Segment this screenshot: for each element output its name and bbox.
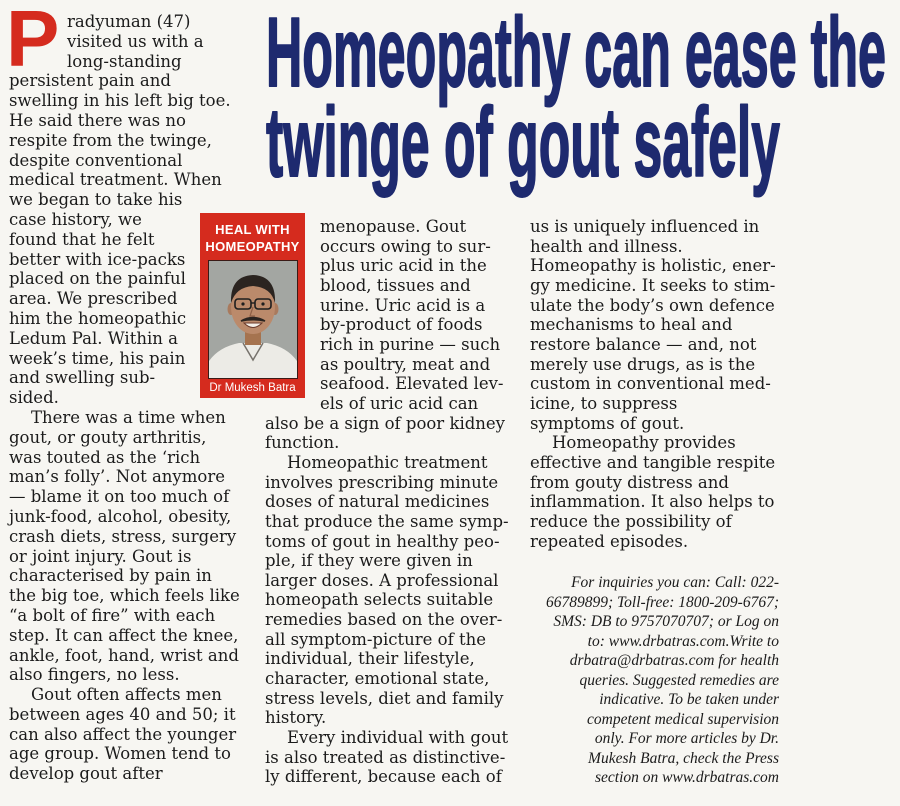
text-line: Gout often affects men [31,685,222,705]
text-line: character, emotional state, [265,669,490,689]
contact-note-line: For inquiries you can: Call: 022- [571,574,779,591]
text-line: custom in conventional med- [530,374,771,394]
text-line: rich in purine — such [320,334,501,354]
text-line: age group. Women tend to [9,744,231,764]
text-line: despite conventional [9,150,183,170]
text-line: radyuman (47) [67,12,191,31]
text-line: larger doses. A professional [265,570,499,590]
text-line: can also affect the younger [9,724,237,744]
text-line: man’s folly’. Not anymore [9,467,225,487]
text-line: history. [265,708,327,728]
text-line: characterised by pain in [9,566,212,586]
text-line: Every individual with gout [287,728,509,748]
text-line: reduce the possibility of [530,511,732,531]
text-line: mechanisms to heal and [530,315,733,335]
text-line: ple, if they were given in [265,551,473,571]
text-line: or joint injury. Gout is [9,546,192,566]
text-line: symptoms of gout. [530,413,685,433]
text-line: sided. [9,388,59,408]
text-line: blood, tissues and [320,275,471,295]
author-photo [209,261,297,378]
text-line: health and illness. [530,236,683,256]
text-line: remedies based on the over- [265,610,503,630]
text-line: case history, we [9,209,142,229]
text-line: and swelling sub- [9,368,156,388]
text-line: stress levels, diet and family [265,688,504,708]
contact-note-line: Mukesh Batra, check the Press [588,749,779,767]
contact-note-line: to: www.drbatras.com.Write to [587,632,779,650]
text-line: develop gout after [9,764,163,784]
text-line: toms of gout in healthy peo- [265,531,500,551]
contact-note-line: drbatra@drbatras.com for health [569,652,779,669]
text-line: junk-food, alcohol, obesity, [9,506,232,526]
text-line: function. [265,433,340,453]
text-line: — blame it on too much of [9,487,230,507]
column-title-line-2: HOMEOPATHY [205,239,300,254]
text-line: Homeopathic treatment [287,452,488,472]
text-line: between ages 40 and 50; it [9,704,236,724]
text-line: all symptom-picture of the [265,629,486,649]
text-line: He said there was no [9,110,186,130]
text-line: also be a sign of poor kidney [265,413,505,433]
text-line: involves prescribing minute [265,472,499,492]
text-line: menopause. Gout [320,217,467,236]
text-line: icine, to suppress [530,393,678,413]
contact-note [520,573,779,788]
text-line: found that he felt [9,229,155,249]
photo-eye-right [261,302,264,305]
text-line: long-standing [67,51,182,71]
text-line: Homeopathy is holistic, ener- [530,256,776,276]
text-line: respite from the twinge, [9,130,212,150]
author-caption: Dr Mukesh Batra [209,382,296,394]
text-line: gout, or gouty arthritis, [9,427,207,447]
text-line: we began to take his [9,190,183,210]
headline [262,0,894,202]
text-line: homeopath selects suitable [265,590,494,610]
photo-eye-left [241,302,244,305]
text-line: from gouty distress and [530,472,729,492]
text-line: occurs owing to sur- [320,236,491,256]
text-line: effective and tangible respite [530,452,776,472]
text-line: was touted as the ‘rich [9,447,201,467]
drop-cap: P [6,0,60,83]
text-line: Homeopathy provides [552,433,736,453]
text-line: better with ice-packs [9,249,186,269]
column-title [200,213,305,259]
text-line: that produce the same symp- [265,511,509,531]
text-line: crash diets, stress, surgery [9,526,237,546]
text-line: restore balance — and, not [530,334,757,354]
text-line: seafood. Elevated lev- [320,374,504,394]
text-line: Ledum Pal. Within a [9,328,178,348]
text-line: ly different, because each of [265,767,502,787]
text-line: week’s time, his pain [9,348,186,368]
text-line: step. It can affect the knee, [9,625,239,645]
text-line: ulate the body’s own defence [530,295,775,315]
text-line: els of uric acid can [320,393,479,413]
text-line: also fingers, no less. [9,665,180,685]
column-right [530,217,780,551]
text-line: repeated episodes. [530,531,689,551]
text-line: “a bolt of fire” with each [9,605,216,625]
contact-note-line: queries. Suggested remedies are [579,671,779,689]
text-line: urine. Uric acid is a [320,295,486,315]
headline-line-1: Homeopathy can ease the [266,0,886,107]
column-left [9,12,241,784]
contact-note-line: section on www.drbatras.com [595,769,779,786]
contact-note-line: only. For more articles by Dr. [594,730,779,747]
column-title-line-1: HEAL WITH [215,222,290,237]
text-line: plus uric acid in the [320,256,487,276]
contact-note-line: competent medical supervision [587,710,779,728]
text-line: swelling in his left big toe. [9,91,231,111]
text-line: There was a time when [31,407,226,427]
text-line: us is uniquely influenced in [530,217,760,236]
text-line: placed on the painful [9,269,186,289]
text-line: area. We prescribed [9,289,178,309]
text-line: inflammation. It also helps to [530,492,775,512]
text-line: by-product of foods [320,315,483,335]
author-portrait [209,261,297,378]
contact-note-line: indicative. To be taken under [599,691,779,708]
text-line: persistent pain and [9,71,171,91]
text-line: as poultry, meat and [320,354,491,374]
text-line: the big toe, which feels like [9,586,240,606]
text-line: medical treatment. When [9,170,222,190]
text-line: individual, their lifestyle, [265,649,475,669]
text-line: doses of natural medicines [265,492,490,512]
contact-note-line: 66789899; Toll-free: 1800-209-6767; [545,593,779,611]
headline-line-2: twinge of gout safely [266,87,780,197]
contact-note-line: SMS: DB to 9757070707; or Log on [553,613,779,630]
text-line: is also treated as distinctive- [265,747,506,767]
text-line: him the homeopathic [9,308,187,328]
text-line: ankle, foot, hand, wrist and [9,645,239,665]
text-line: merely use drugs, as is the [530,354,756,374]
text-line: visited us with a [67,31,204,51]
text-line: gy medicine. It seeks to stim- [530,275,776,295]
column-logo-box [200,213,305,398]
